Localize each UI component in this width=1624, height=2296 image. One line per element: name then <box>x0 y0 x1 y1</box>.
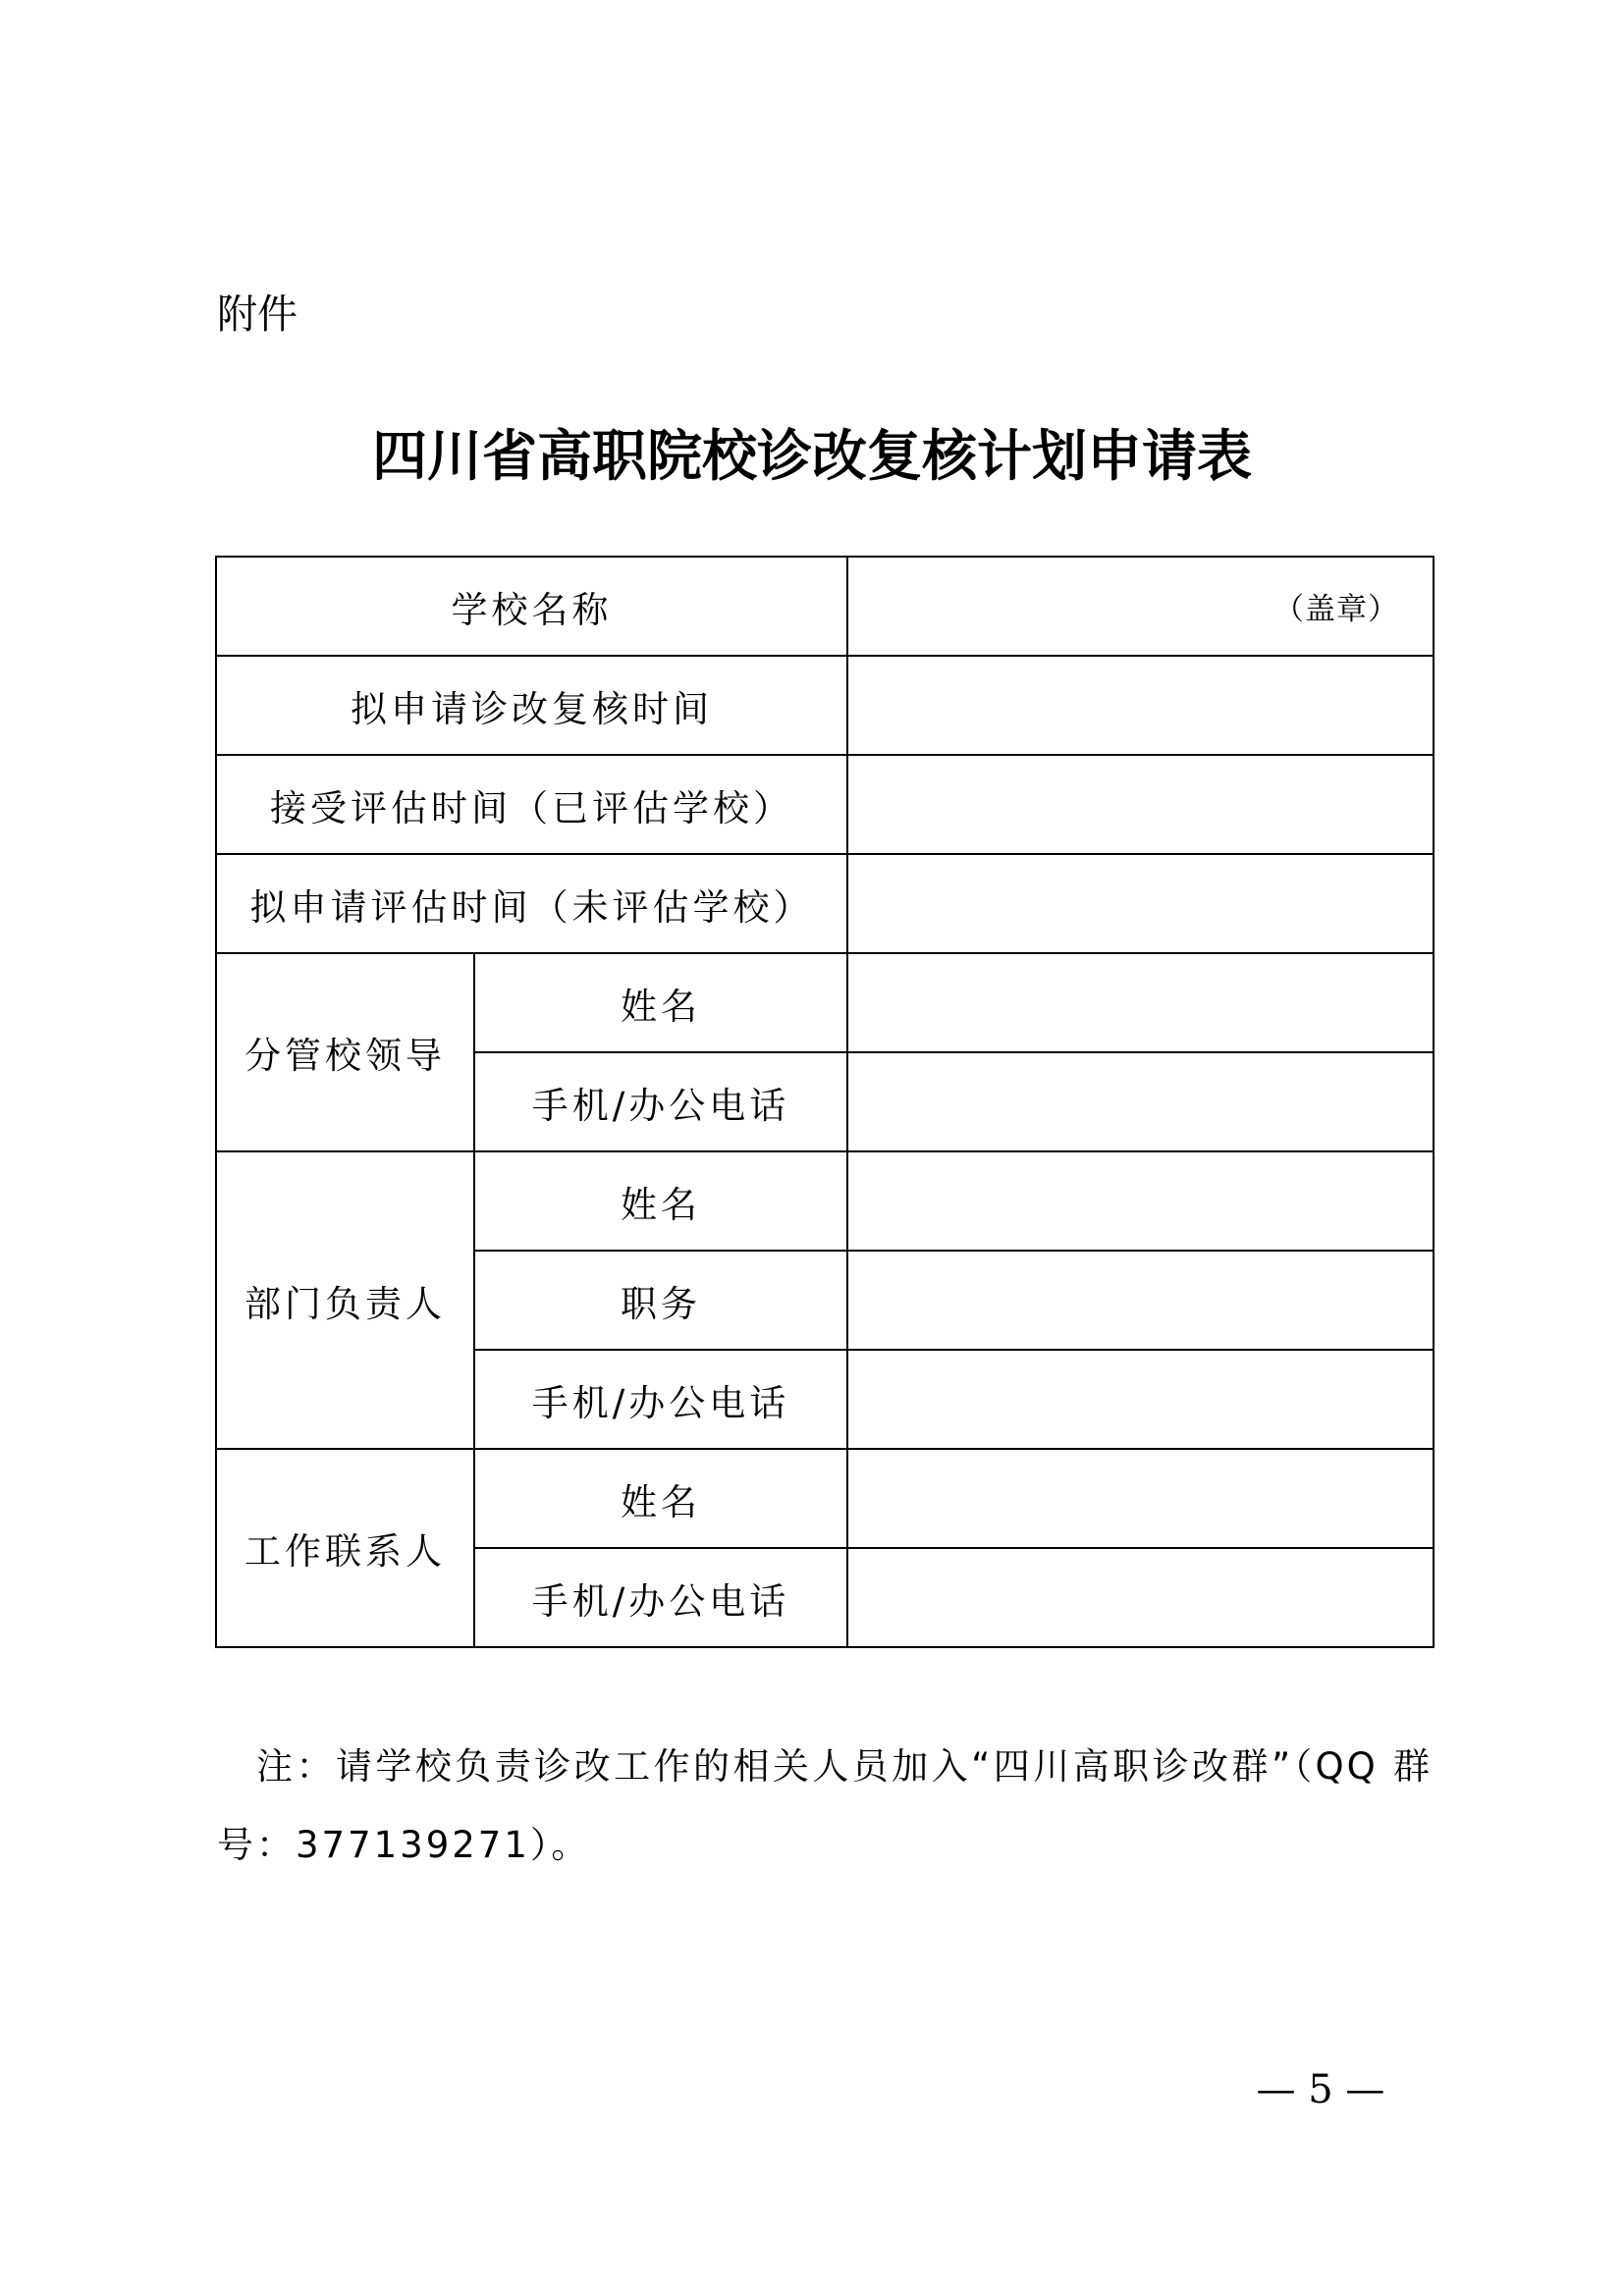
contact-group-label: 工作联系人 <box>216 1449 474 1647</box>
contact-name-label: 姓名 <box>474 1449 847 1548</box>
footnote-text: 注：请学校负责诊改工作的相关人员加入“四川高职诊改群”（QQ 群号：377139271）。 <box>217 1745 1433 1866</box>
department-head-position-field[interactable] <box>847 1251 1434 1350</box>
department-head-name-label: 姓名 <box>474 1151 847 1251</box>
review-time-row <box>216 656 1434 755</box>
department-head-name-row <box>216 1151 1434 1251</box>
application-form-table <box>215 556 1435 1648</box>
evaluated-time-row <box>216 755 1434 854</box>
contact-phone-field[interactable] <box>847 1548 1434 1647</box>
school-name-label: 学校名称 <box>216 557 847 656</box>
leader-name-field[interactable] <box>847 953 1434 1052</box>
contact-name-field[interactable] <box>847 1449 1434 1548</box>
leader-phone-label: 手机/办公电话 <box>474 1052 847 1151</box>
review-time-label: 拟申请诊改复核时间 <box>216 656 847 755</box>
attachment-label: 附件 <box>217 291 298 338</box>
leader-phone-field[interactable] <box>847 1052 1434 1151</box>
leader-name-row <box>216 953 1434 1052</box>
page-number: — 5 — <box>1256 2067 1385 2112</box>
contact-phone-label: 手机/办公电话 <box>474 1548 847 1647</box>
planned-evaluation-row <box>216 854 1434 953</box>
school-name-row <box>216 557 1434 656</box>
department-head-group-label: 部门负责人 <box>216 1151 474 1449</box>
planned-evaluation-field[interactable] <box>847 854 1434 953</box>
evaluated-time-field[interactable] <box>847 755 1434 854</box>
department-head-name-field[interactable] <box>847 1151 1434 1251</box>
evaluated-time-label: 接受评估时间（已评估学校） <box>216 755 847 854</box>
department-head-phone-label: 手机/办公电话 <box>474 1350 847 1449</box>
review-time-field[interactable] <box>847 656 1434 755</box>
leader-group-label: 分管校领导 <box>216 953 474 1151</box>
seal-label: （盖章） <box>1273 592 1399 627</box>
planned-evaluation-label: 拟申请评估时间（未评估学校） <box>216 854 847 953</box>
form-title: 四川省高职院校诊改复核计划申请表 <box>372 424 1252 489</box>
department-head-phone-field[interactable] <box>847 1350 1434 1449</box>
contact-name-row <box>216 1449 1434 1548</box>
department-head-position-label: 职务 <box>474 1251 847 1350</box>
leader-name-label: 姓名 <box>474 953 847 1052</box>
school-name-field[interactable] <box>847 557 1434 656</box>
